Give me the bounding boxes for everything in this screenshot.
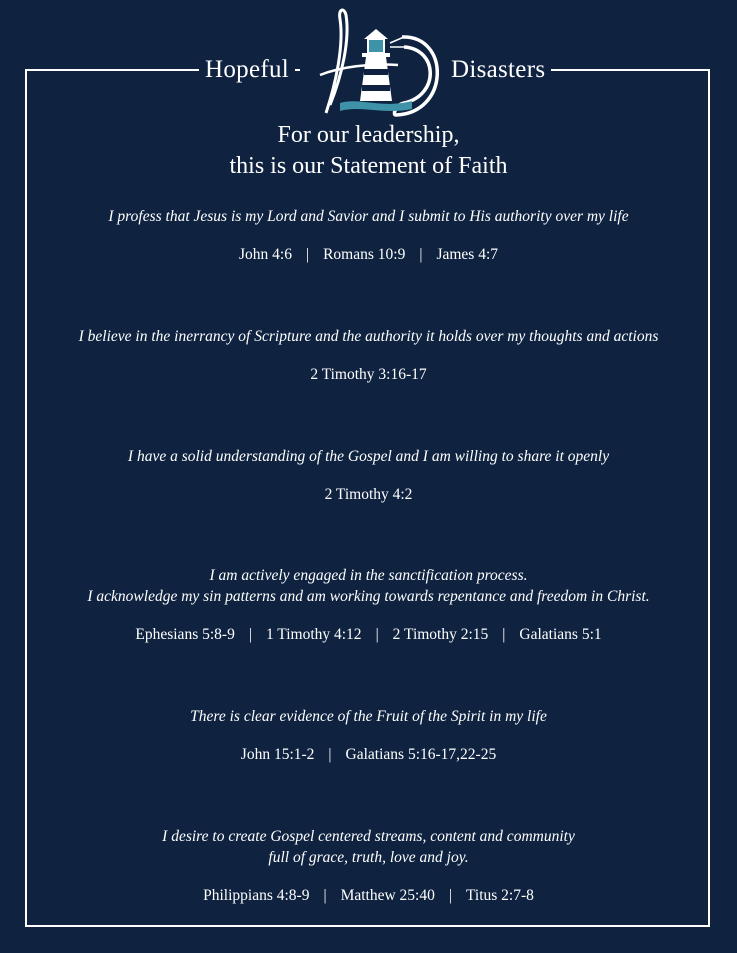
scripture-references: Philippians 4:8-9 | Matthew 25:40 | Titus 2:7-8 <box>203 887 534 904</box>
scripture-ref: Romans 10:9 <box>323 246 406 263</box>
scripture-ref: John 4:6 <box>239 246 292 263</box>
scripture-ref: Philippians 4:8-9 <box>203 887 310 904</box>
scripture-ref: 1 Timothy 4:12 <box>265 626 362 643</box>
brand-word-left: Hopeful <box>199 55 295 85</box>
title-line-1: For our leadership, <box>277 122 460 148</box>
header <box>0 0 737 125</box>
statement-line: I desire to create Gospel centered streams, content and community <box>162 828 575 845</box>
statement-item <box>0 326 737 385</box>
statement-text <box>0 826 737 868</box>
scripture-ref: John 15:1-2 <box>240 746 315 763</box>
statement-item <box>0 446 737 505</box>
statement-line: I have a solid understanding of the Gospel and I am willing to share it openly <box>127 448 610 465</box>
page-title <box>0 120 737 182</box>
scripture-ref: Galatians 5:16-17,22-25 <box>345 746 497 763</box>
statement-item <box>0 206 737 265</box>
statement-line: I am actively engaged in the sanctification process. <box>209 567 528 584</box>
scripture-references: Ephesians 5:8-9 | 1 Timothy 4:12 | 2 Timothy 2:15 | Galatians 5:1 <box>135 626 602 643</box>
scripture-ref: Matthew 25:40 <box>340 887 435 904</box>
statement-line: I acknowledge my sin patterns and am working towards repentance and freedom in Christ. <box>87 588 650 605</box>
lighthouse-monogram-icon <box>300 5 446 123</box>
statement-item <box>0 826 737 906</box>
brand-word-right: Disasters <box>445 55 551 85</box>
statement-text <box>0 206 737 227</box>
scripture-references: John 4:6 | Romans 10:9 | James 4:7 <box>239 246 498 263</box>
statement-line: There is clear evidence of the Fruit of the Spirit in my life <box>190 708 547 725</box>
statement-line: I profess that Jesus is my Lord and Savior and I submit to His authority over my life <box>108 208 629 225</box>
statement-text <box>0 706 737 727</box>
scripture-ref: Ephesians 5:8-9 <box>135 626 235 643</box>
statement-item <box>0 565 737 645</box>
scripture-ref: Titus 2:7-8 <box>465 887 534 904</box>
scripture-references: John 15:1-2 | Galatians 5:16-17,22-25 <box>240 746 497 763</box>
statement-text <box>0 326 737 347</box>
scripture-ref: 2 Timothy 2:15 <box>392 626 489 643</box>
statement-line: full of grace, truth, love and joy. <box>268 849 469 866</box>
statement-text <box>0 446 737 467</box>
statement-text <box>0 565 737 607</box>
scripture-ref: 2 Timothy 3:16-17 <box>310 366 427 383</box>
scripture-ref: James 4:7 <box>436 246 498 263</box>
statement-line: I believe in the inerrancy of Scripture and the authority it holds over my thoughts and actions <box>78 328 659 345</box>
scripture-ref: 2 Timothy 4:2 <box>324 486 413 503</box>
scripture-ref: Galatians 5:1 <box>519 626 602 643</box>
statement-item <box>0 706 737 765</box>
scripture-references <box>0 365 737 385</box>
scripture-references <box>0 485 737 505</box>
title-line-2: this is our Statement of Faith <box>229 153 508 179</box>
logo <box>300 5 446 123</box>
